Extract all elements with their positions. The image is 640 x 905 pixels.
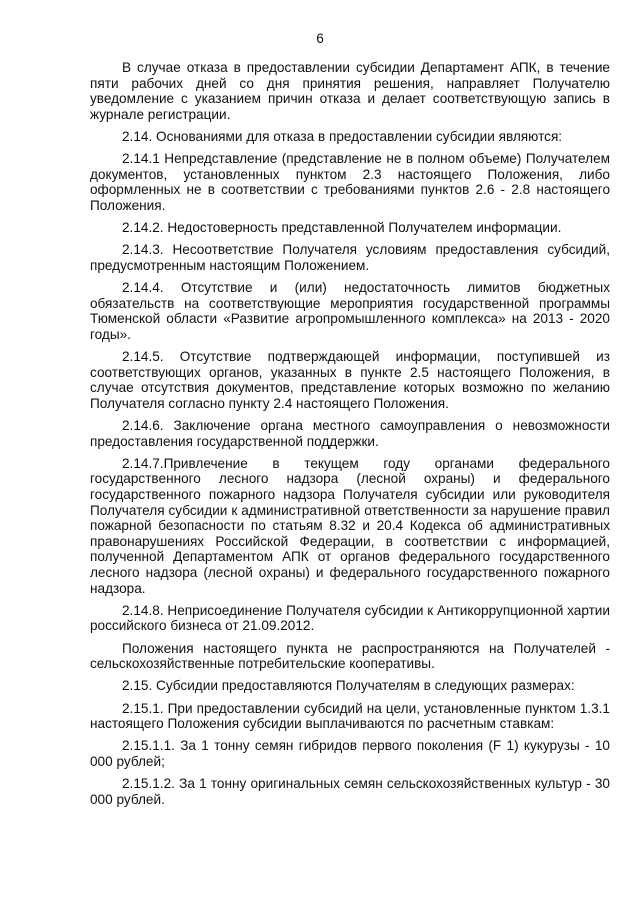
page-number: 6 xyxy=(316,31,324,46)
paragraph-2-14-5: 2.14.5. Отсутствие подтверждающей информации, поступившей из соответствующих органов, указанных в пункте 2.5 настоящего Положения, в случае отсутствия документов, представление которых возможно по желанию Получателя согласно пункту 2.4 настоящего Положения. xyxy=(90,349,610,411)
paragraph-2-15: 2.15. Субсидии предоставляются Получателям в следующих размерах: xyxy=(122,678,575,694)
paragraph-2-14: 2.14. Основаниями для отказа в предоставлении субсидии являются: xyxy=(122,128,563,144)
paragraph-2-14-4: 2.14.4. Отсутствие и (или) недостаточность лимитов бюджетных обязательств на соответствующие мероприятия государственной программы Тюменской области «Развитие агропромышленного комплекса» на 2013 - 2020 годы». xyxy=(90,280,610,342)
document-body xyxy=(90,60,610,814)
paragraph-2-15-1: 2.15.1. При предоставлении субсидий на цели, установленные пунктом 1.3.1 настоящего Положения субсидии выплачиваются по расчетным ставкам: xyxy=(90,700,610,732)
paragraph-2-15-1-1: 2.15.1.1. За 1 тонну семян гибридов первого поколения (F 1) кукурузы - 10 000 рублей; xyxy=(90,738,610,769)
paragraph-refusal-notice: В случае отказа в предоставлении субсидии Департамент АПК, в течение пяти рабочих дней со дня принятия решения, направляет Получателю уведомление с указанием причин отказа и делает соответствующую запись в журнале регистрации. xyxy=(90,60,610,122)
paragraph-2-15-1-2: 2.15.1.2. За 1 тонну оригинальных семян сельскохозяйственных культур - 30 000 рублей. xyxy=(90,776,610,807)
paragraph-2-14-7: 2.14.7.Привлечение в текущем году органами федерального государственного лесного надзора (лесной охраны) и федерального государственного пожарного надзора Получателя субсидии или руководителя Получателя субсидии к административной ответственности за нарушение правил пожарной безопасности по статьям 8.32 и 20.4 Кодекса об административных правонарушениях Российской Федерации, в соответствии с информацией, полученной Департаментом АПК от органов федерального государственного лесного надзора (лесной охраны) и федерального государственного пожарного надзора. xyxy=(90,455,610,596)
paragraph-2-14-8: 2.14.8. Неприсоединение Получателя субсидии к Антикоррупционной хартии российского бизнеса от 21.09.2012. xyxy=(90,602,610,634)
paragraph-2-14-3: 2.14.3. Несоответствие Получателя условиям предоставления субсидий, предусмотренным настоящим Положением. xyxy=(90,242,610,273)
paragraph-2-14-2: 2.14.2. Недостоверность представленной Получателем информации. xyxy=(122,220,562,236)
paragraph-cooperatives-exception: Положения настоящего пункта не распространяются на Получателей - сельскохозяйственные потребительские кооперативы. xyxy=(90,640,610,672)
paragraph-2-14-6: 2.14.6. Заключение органа местного самоуправления о невозможности предоставления государственной поддержки. xyxy=(90,418,610,449)
paragraph-2-14-1: 2.14.1 Непредставление (представление не в полном объеме) Получателем документов, установленных пунктом 2.3 настоящего Положения, либо оформленных не в соответствии с требованиями пунктов 2.6 - 2.8 настоящего Положения. xyxy=(90,151,610,213)
